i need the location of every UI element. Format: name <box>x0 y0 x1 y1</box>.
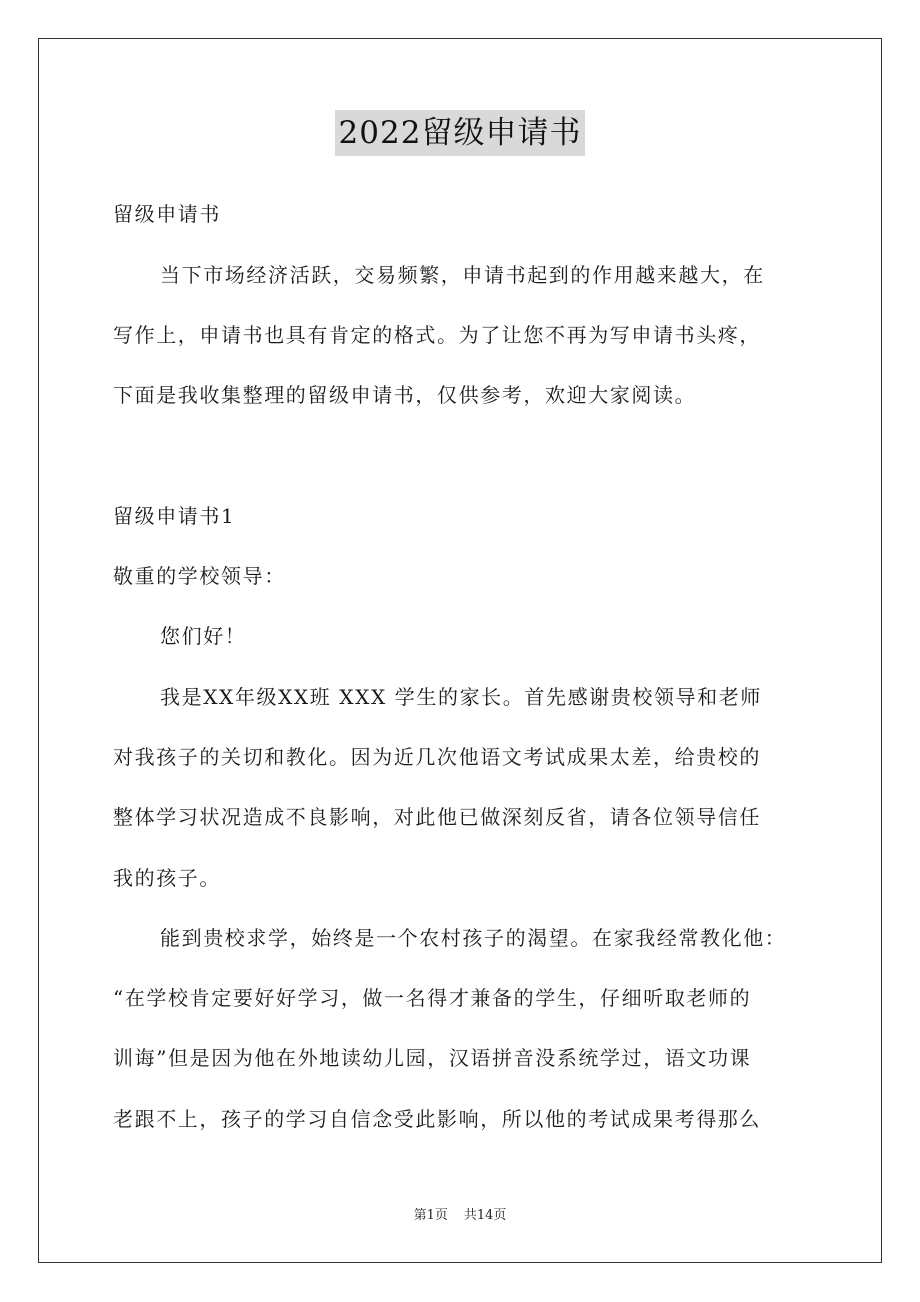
document-title: 2022留级申请书 <box>335 110 586 156</box>
page-total: 共14页 <box>463 1208 507 1223</box>
body-line-4: 我的孩子。 <box>113 866 221 890</box>
section-heading: 留级申请书 <box>113 202 221 226</box>
body-line-5: 能到贵校求学，始终是一个农村孩子的渴望。在家我经常教化他： <box>160 926 787 950</box>
body-line-3: 整体学习状况造成不良影响，对此他已做深刻反省，请各位领导信任 <box>113 805 761 829</box>
body-line-6: “在学校肯定要好好学习，做一名得才兼备的学生，仔细听取老师的 <box>113 986 752 1010</box>
body-line-1: 我是XX年级XX班 XXX 学生的家长。首先感谢贵校领导和老师 <box>160 685 762 709</box>
body-line-8: 老跟不上，孩子的学习自信念受此影响，所以他的考试成果考得那么 <box>113 1107 761 1131</box>
body-line-2: 对我孩子的关切和教化。因为近几次他语文考试成果太差，给贵校的 <box>113 745 761 769</box>
intro-line-3: 下面是我收集整理的留级申请书，仅供参考，欢迎大家阅读。 <box>113 383 697 407</box>
intro-line-2: 写作上，申请书也具有肯定的格式。为了让您不再为写申请书头疼， <box>113 323 761 347</box>
title-container <box>0 110 920 156</box>
greeting: 您们好！ <box>160 624 247 648</box>
page-footer <box>0 1206 920 1226</box>
body-line-7: 训诲”但是因为他在外地读幼儿园，汉语拼音没系统学过，语文功课 <box>113 1046 752 1070</box>
intro-line-1: 当下市场经济活跃，交易频繁，申请书起到的作用越来越大，在 <box>160 263 765 287</box>
page-number: 第1页 <box>413 1208 448 1223</box>
salutation: 敬重的学校领导： <box>113 564 286 588</box>
letter-heading: 留级申请书1 <box>113 504 236 528</box>
